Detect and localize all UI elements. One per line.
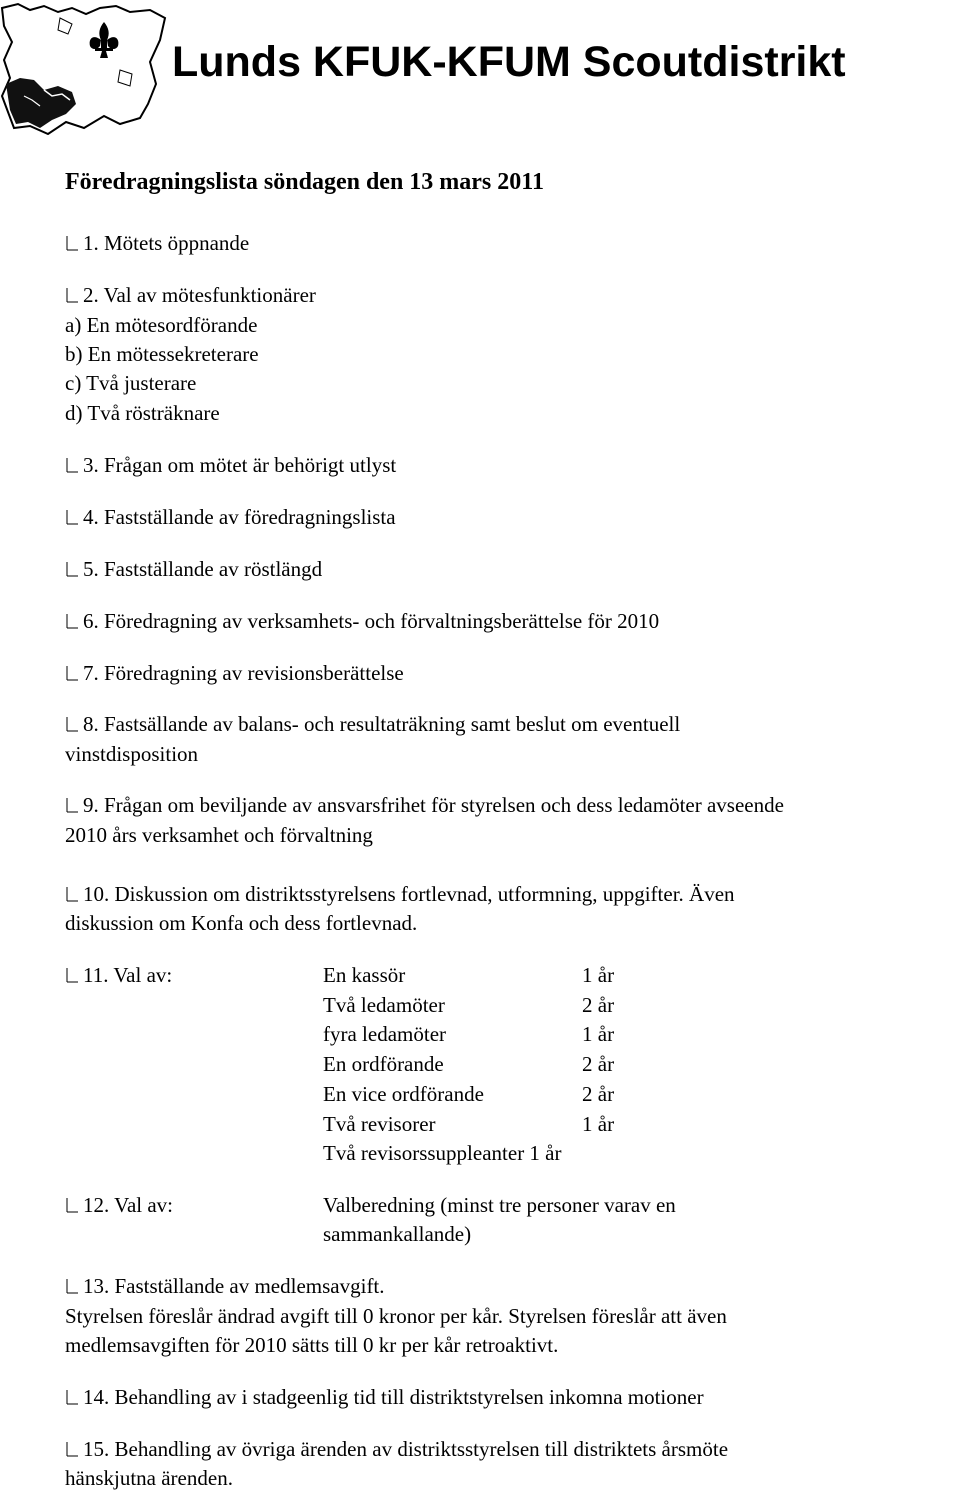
section-mark-icon: [65, 612, 79, 630]
agenda-item-2-a: a) En mötesordförande: [65, 313, 258, 337]
agenda-item-2-d: d) Två rösträknare: [65, 401, 220, 425]
agenda-item-9-continued: 2010 års verksamhet och förvaltning: [65, 823, 373, 847]
agenda-item-10-continued: diskussion om Konfa och dess fortlevnad.: [65, 911, 418, 935]
agenda-item-8: 8. Fastsällande av balans- och resultaträkning samt beslut om eventuell: [65, 710, 680, 740]
agenda-item-1: 1. Mötets öppnande: [65, 229, 249, 259]
agenda-item-7: 7. Föredragning av revisionsberättelse: [65, 659, 404, 689]
agenda-item-12-detail-continued: sammankallande): [323, 1222, 472, 1246]
section-mark-icon: [65, 286, 79, 304]
section-mark-icon: [65, 456, 79, 474]
agenda-item-9: 9. Frågan om beviljande av ansvarsfrihet för styrelsen och dess ledamöter avseende: [65, 791, 784, 821]
section-mark-icon: [65, 1196, 79, 1214]
agenda-item-13: 13. Fastställande av medlemsavgift.: [65, 1272, 385, 1302]
section-mark-icon: [65, 796, 79, 814]
section-mark-icon: [65, 560, 79, 578]
agenda-item-13-note-continued: medlemsavgiften för 2010 sätts till 0 kr per kår retroaktivt.: [65, 1333, 559, 1357]
agenda-item-12: 12. Val av:: [65, 1191, 173, 1221]
agenda-item-2: 2. Val av mötesfunktionärer: [65, 281, 316, 311]
section-mark-icon: [65, 234, 79, 252]
section-mark-icon: [65, 1440, 79, 1458]
agenda-item-2-c: c) Två justerare: [65, 371, 197, 395]
agenda-item-2-b: b) En mötessekreterare: [65, 342, 259, 366]
agenda-item-10: 10. Diskussion om distriktsstyrelsens fortlevnad, utformning, uppgifter. Även: [65, 880, 735, 910]
election-table: En kassör 1 år Två ledamöter 2 år fyra ledamöter 1 år En ordförande 2 år En vice ordförande 2 år Två revisorer 1 år Två revisorssuppleanter 1 år: [323, 963, 615, 1166]
section-mark-icon: [65, 508, 79, 526]
section-mark-icon: [65, 1277, 79, 1295]
agenda-item-15: 15. Behandling av övriga ärenden av distriktsstyrelsen till distriktets årsmöte: [65, 1435, 728, 1465]
section-mark-icon: [65, 664, 79, 682]
site-title: Lunds KFUK-KFUM Scoutdistrikt: [172, 38, 846, 86]
agenda-title: Föredragningslista söndagen den 13 mars 2011: [65, 169, 544, 195]
agenda-item-5: 5. Fastställande av röstlängd: [65, 555, 322, 585]
agenda-item-4: 4. Fastställande av föredragningslista: [65, 503, 396, 533]
agenda-item-8-continued: vinstdisposition: [65, 742, 199, 766]
section-mark-icon: [65, 715, 79, 733]
section-mark-icon: [65, 1388, 79, 1406]
agenda-item-14: 14. Behandling av i stadgeenlig tid till distriktstyrelsen inkomna motioner: [65, 1383, 704, 1413]
agenda-item-15-continued: hänskjutna ärenden.: [65, 1466, 233, 1490]
section-mark-icon: [65, 885, 79, 903]
agenda-item-11: 11. Val av:: [65, 961, 172, 991]
agenda-item-3: 3. Frågan om mötet är behörigt utlyst: [65, 451, 396, 481]
agenda-item-13-note: Styrelsen föreslår ändrad avgift till 0 kronor per kår. Styrelsen föreslår att även: [65, 1304, 727, 1328]
agenda-item-6: 6. Föredragning av verksamhets- och förvaltningsberättelse för 2010: [65, 607, 659, 637]
agenda-item-12-detail: Valberedning (minst tre personer varav en: [323, 1193, 676, 1217]
